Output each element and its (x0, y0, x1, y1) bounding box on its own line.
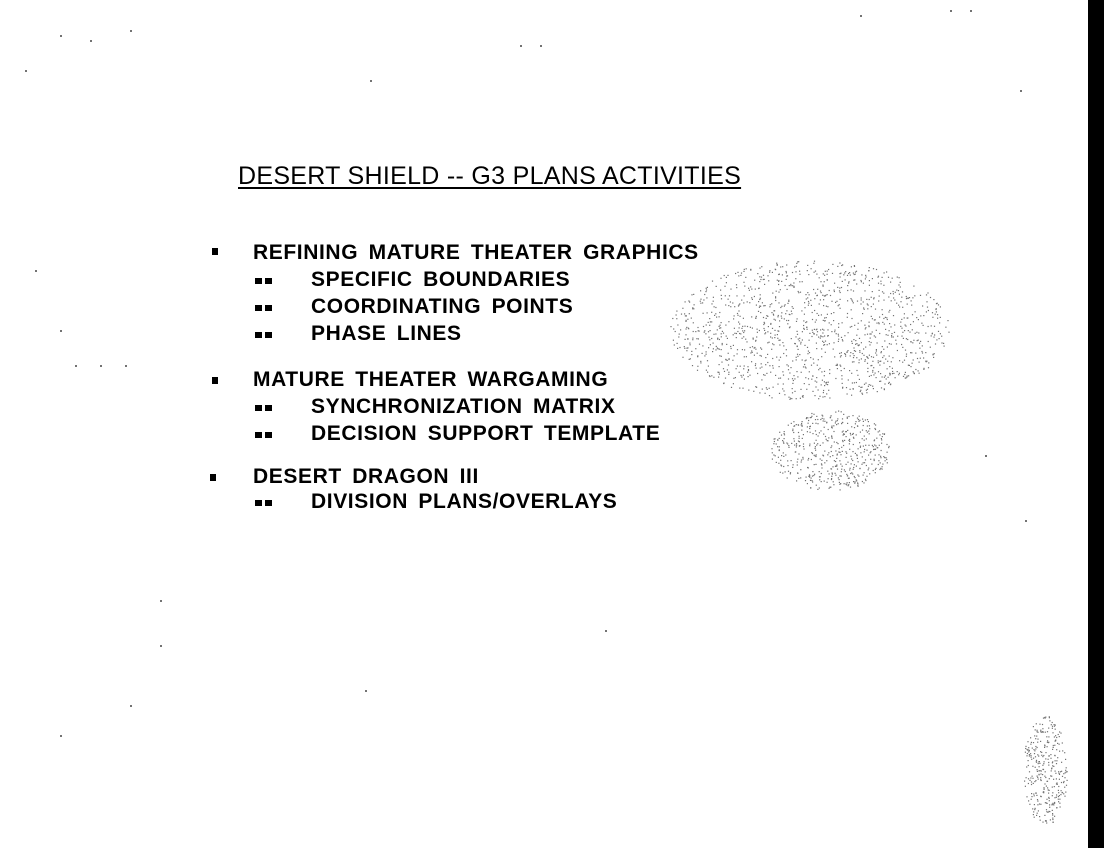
section-heading: DESERT DRAGON III (253, 465, 479, 488)
item-bullet (255, 305, 262, 311)
item-bullet (255, 332, 262, 338)
item-bullet (265, 332, 272, 338)
section-item: COORDINATING POINTS (311, 295, 574, 318)
section-heading: MATURE THEATER WARGAMING (253, 368, 609, 391)
item-bullet (265, 432, 272, 438)
item-bullet (265, 305, 272, 311)
section-bullet (212, 377, 218, 384)
item-bullet (255, 500, 262, 506)
section-item: DIVISION PLANS/OVERLAYS (311, 490, 618, 513)
item-bullet (265, 278, 272, 284)
section-item: DECISION SUPPORT TEMPLATE (311, 422, 661, 445)
section-item: SPECIFIC BOUNDARIES (311, 268, 571, 291)
section-heading: REFINING MATURE THEATER GRAPHICS (253, 241, 699, 264)
item-bullet (265, 500, 272, 506)
item-bullet (255, 432, 262, 438)
item-bullet (255, 405, 262, 411)
scan-edge-bar (1088, 0, 1104, 848)
section-item: SYNCHRONIZATION MATRIX (311, 395, 616, 418)
item-bullet (265, 405, 272, 411)
section-item: PHASE LINES (311, 322, 462, 345)
item-bullet (255, 278, 262, 284)
section-bullet (212, 248, 218, 255)
section-bullet (210, 474, 216, 481)
slide-title: DESERT SHIELD -- G3 PLANS ACTIVITIES (238, 162, 742, 190)
